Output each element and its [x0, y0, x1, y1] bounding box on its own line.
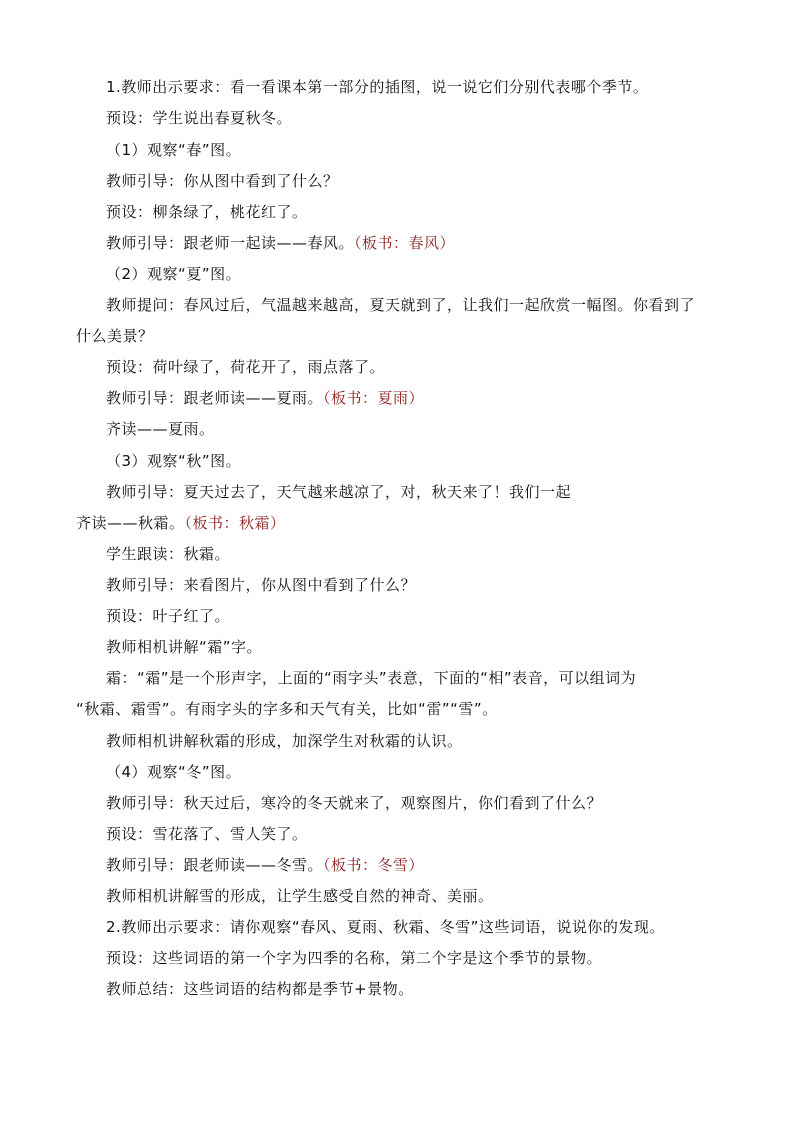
teacher-question-continuation	[76, 326, 154, 346]
preset-line	[106, 948, 602, 968]
preset-line-text: 预设：学生说出春夏秋冬。	[106, 109, 293, 127]
teacher-guide-line-text: 教师引导：秋天过后，寒冷的冬天就来了，观察图片，你们看到了什么？	[106, 794, 603, 812]
section-winter-heading-text: （4）观察“冬”图。	[106, 763, 242, 781]
preset-line	[106, 824, 308, 844]
character-explanation-line	[106, 668, 636, 688]
section-spring-heading-text: （1）观察“春”图。	[106, 141, 242, 159]
section-summer-heading-text: （2）观察“夏”图。	[106, 265, 242, 283]
preset-line-text: 预设：荷叶绿了，荷花开了，雨点落了。	[106, 358, 386, 376]
preset-line-text: 预设：雪花落了、雪人笑了。	[106, 825, 308, 843]
preset-line	[106, 357, 385, 377]
instruction-2	[106, 917, 665, 937]
preset-line-text: 预设：柳条绿了，桃花红了。	[106, 203, 308, 221]
teacher-question-line-text: 教师提问：春风过后，气温越来越高，夏天就到了，让我们一起欣赏一幅图。你看到了	[106, 296, 696, 314]
board-note-spring: （板书：春风）	[354, 234, 456, 252]
preset-line	[106, 108, 292, 128]
section-autumn-heading-text: （3）观察“秋”图。	[106, 452, 242, 470]
teacher-guide-line-text: 教师引导：跟老师一起读——春风。	[106, 234, 355, 252]
teacher-guide-line	[106, 388, 424, 408]
teacher-question-continuation-text: 什么美景？	[76, 327, 154, 345]
teacher-guide-line-text: 教师引导：跟老师读——夏雨。	[106, 389, 324, 407]
teacher-explain-line-text: 教师相机讲解雪的形成，让学生感受自然的神奇、美丽。	[106, 887, 494, 905]
character-explanation-continuation	[76, 699, 498, 719]
choral-reading-line-text: 齐读——夏雨。	[106, 420, 215, 438]
choral-reading-line-text: 齐读——秋霜。	[76, 514, 185, 532]
teacher-guide-line-text: 教师引导：跟老师读——冬雪。	[106, 856, 324, 874]
teacher-explain-line-text: 教师相机讲解“霜”字。	[106, 638, 263, 656]
teacher-explain-line-text: 教师相机讲解秋霜的形成，加深学生对秋霜的认识。	[106, 732, 463, 750]
instruction-2-text: 2.教师出示要求：请你观察“春风、夏雨、秋霜、冬雪”这些词语，说说你的发现。	[106, 918, 665, 936]
choral-reading-line	[76, 513, 286, 533]
preset-line	[106, 202, 308, 222]
preset-line-text: 预设：叶子红了。	[106, 607, 231, 625]
character-explanation-continuation-text: “秋霜、霜雪”。有雨字头的字多和天气有关，比如“雷”“雪”。	[76, 700, 498, 718]
board-note-winter: （板书：冬雪）	[323, 856, 425, 874]
preset-line-text: 预设：这些词语的第一个字为四季的名称，第二个字是这个季节的景物。	[106, 949, 603, 967]
teacher-summary-line-text: 教师总结：这些词语的结构都是季节+景物。	[106, 980, 414, 998]
teacher-explain-line	[106, 637, 262, 657]
section-spring-heading	[106, 140, 241, 160]
teacher-guide-line-text: 教师引导：夏天过去了，天气越来越凉了，对，秋天来了！我们一起	[106, 483, 572, 501]
student-reading-line-text: 学生跟读：秋霜。	[106, 545, 231, 563]
instruction-1	[106, 77, 648, 97]
teacher-question-line	[106, 295, 695, 315]
teacher-guide-line-text: 教师引导：你从图中看到了什么？	[106, 172, 339, 190]
section-winter-heading	[106, 762, 241, 782]
teacher-summary-line	[106, 979, 414, 999]
teacher-guide-line	[106, 171, 339, 191]
student-reading-line	[106, 544, 230, 564]
character-explanation-line-text: 霜：“霜”是一个形声字，上面的“雨字头”表意，下面的“相”表音，可以组词为	[106, 669, 637, 687]
section-autumn-heading	[106, 451, 241, 471]
preset-line	[106, 606, 230, 626]
board-note-autumn: （板书：秋霜）	[184, 514, 286, 532]
teacher-guide-line	[106, 233, 455, 253]
board-note-summer: （板书：夏雨）	[323, 389, 425, 407]
teacher-explain-line	[106, 886, 494, 906]
teacher-guide-line	[106, 575, 416, 595]
instruction-1-text: 1.教师出示要求：看一看课本第一部分的插图，说一说它们分别代表哪个季节。	[106, 78, 649, 96]
teacher-explain-line	[106, 731, 463, 751]
teacher-guide-line	[106, 793, 602, 813]
teacher-guide-line	[106, 855, 424, 875]
teacher-guide-line	[106, 482, 571, 502]
teacher-guide-line-text: 教师引导：来看图片，你从图中看到了什么？	[106, 576, 417, 594]
section-summer-heading	[106, 264, 241, 284]
choral-reading-line	[106, 419, 215, 439]
